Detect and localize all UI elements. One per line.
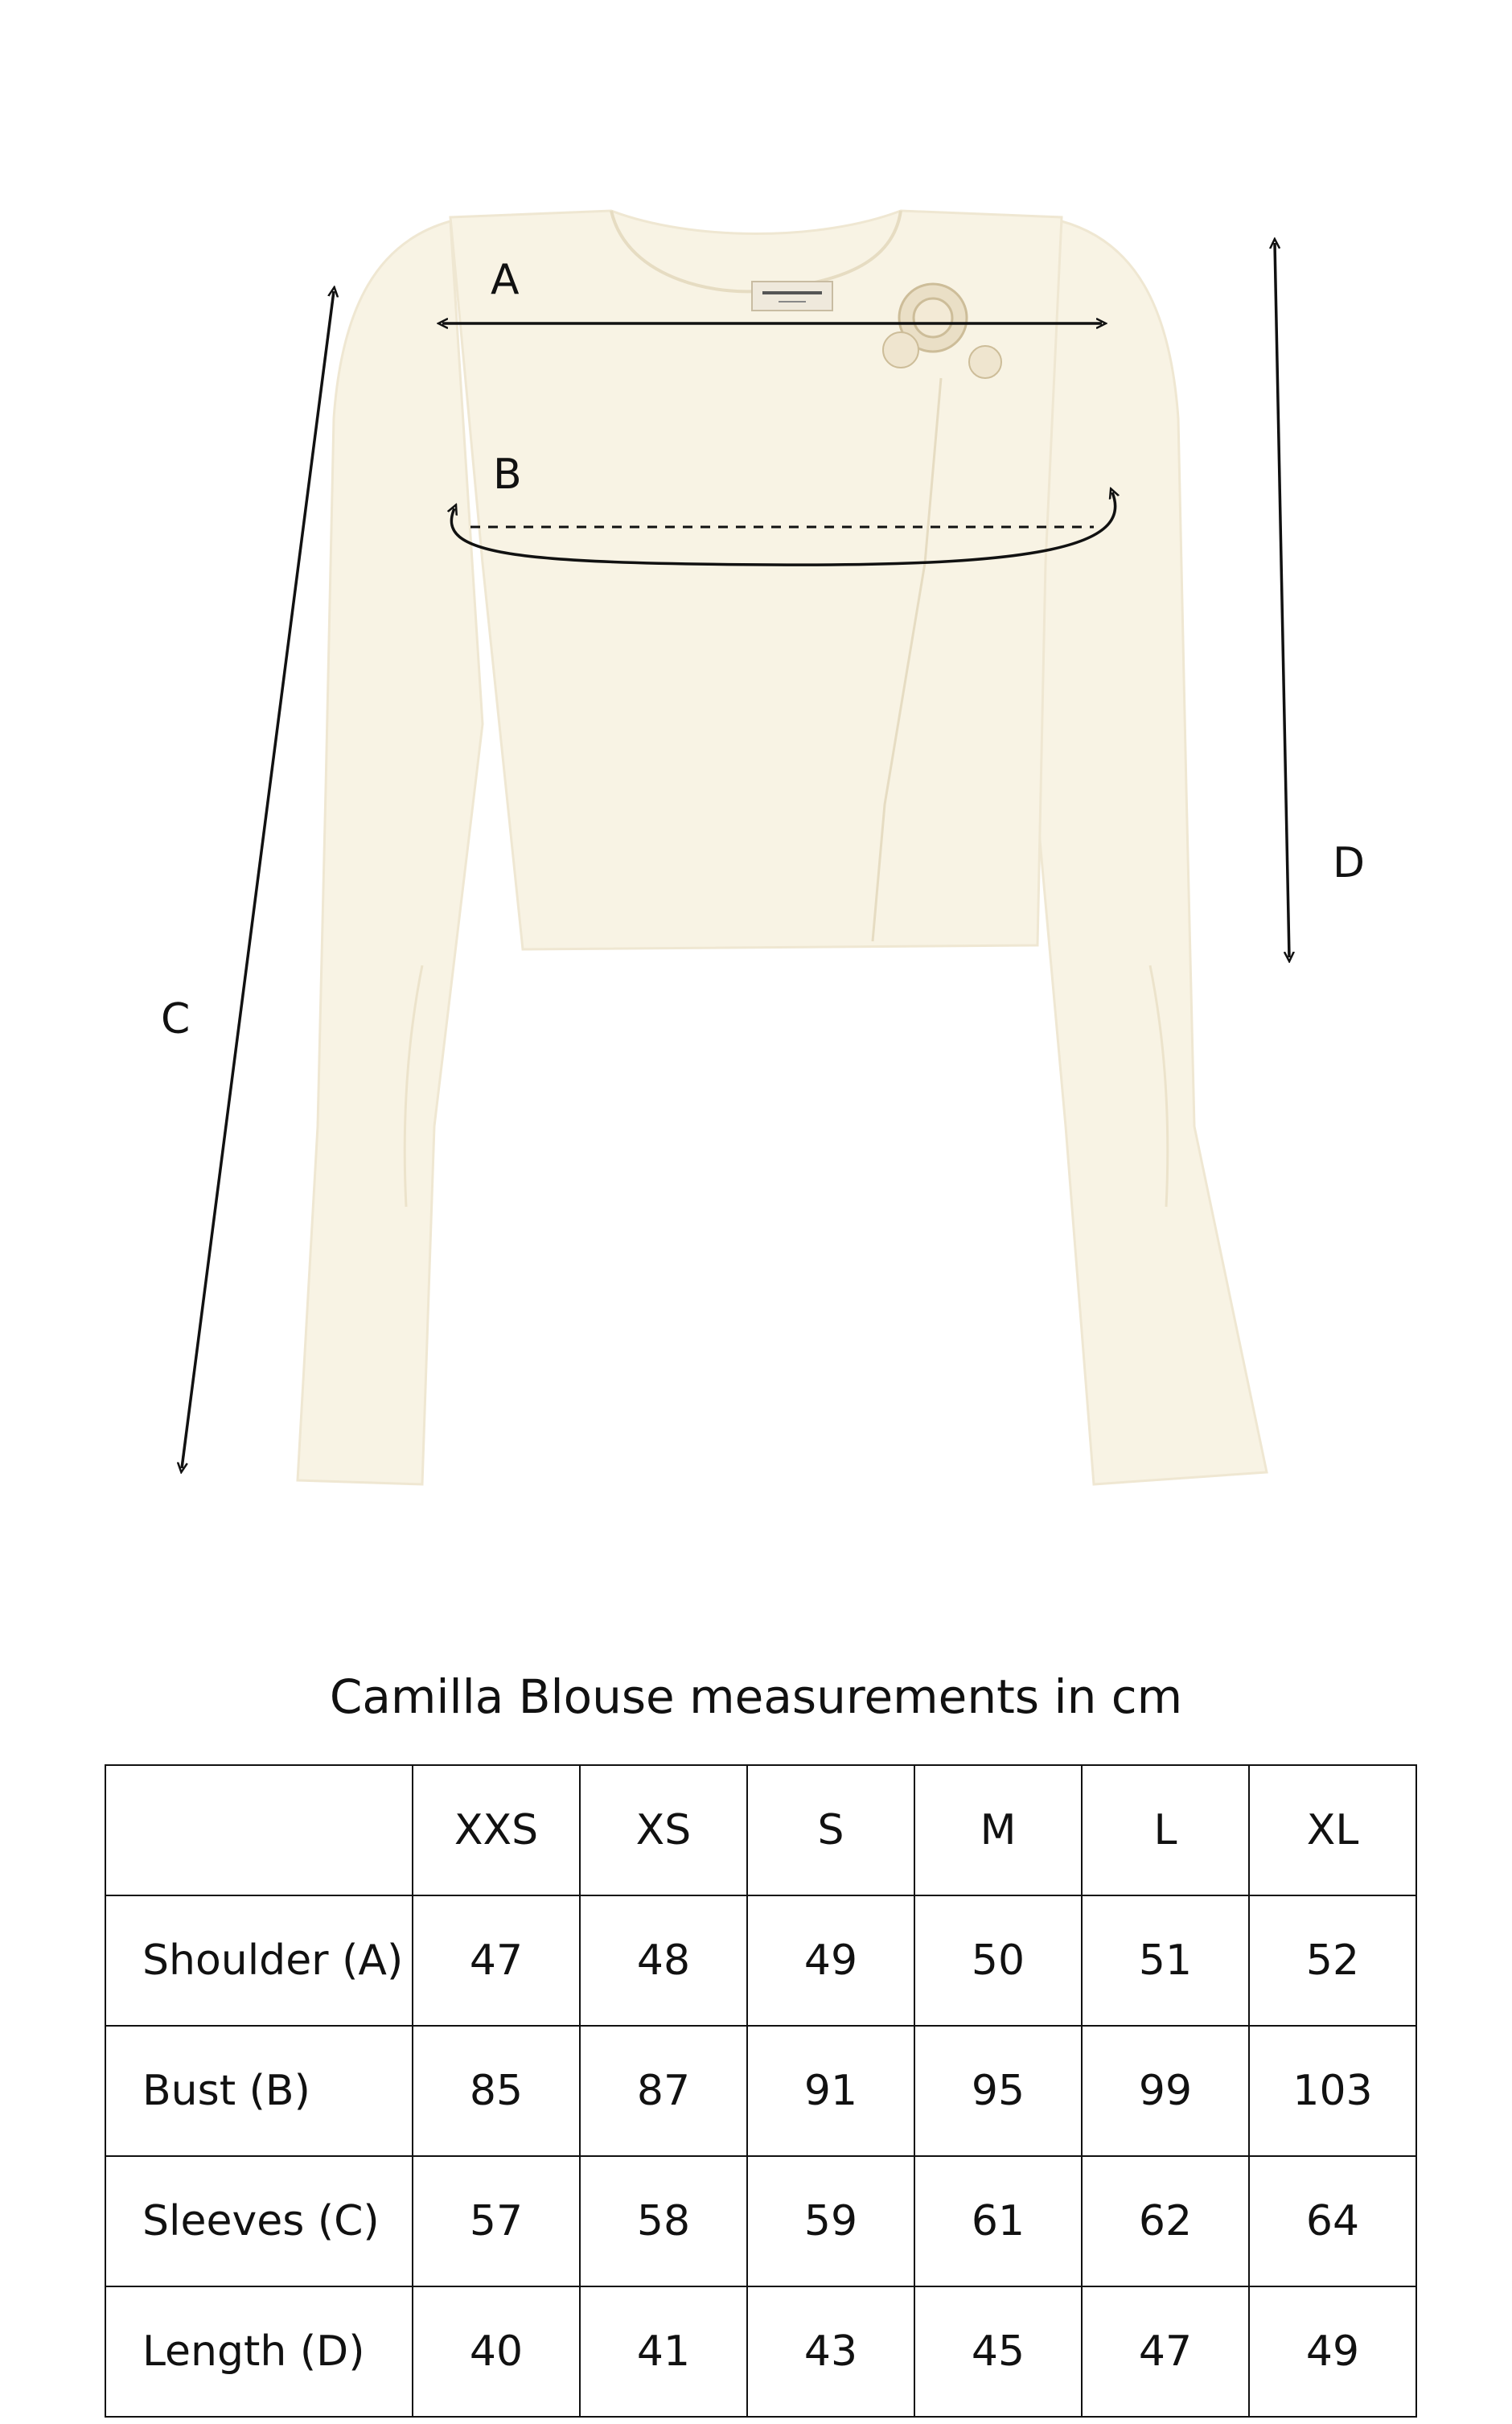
table-cell: 58 xyxy=(580,2156,747,2286)
table-cell: 41 xyxy=(580,2286,747,2417)
table-cell: 49 xyxy=(1249,2286,1416,2417)
right-sleeve xyxy=(1029,221,1267,1484)
row-label: Bust (B) xyxy=(105,2026,413,2156)
blouse-illustration xyxy=(298,211,1267,1484)
table-cell: 52 xyxy=(1249,1895,1416,2026)
size-header-l: L xyxy=(1082,1765,1249,1895)
table-title: Camilla Blouse measurements in cm xyxy=(329,1669,1183,1724)
table-cell: 62 xyxy=(1082,2156,1249,2286)
table-cell: 49 xyxy=(747,1895,914,2026)
table-header-row xyxy=(105,1765,1416,1895)
table-cell: 87 xyxy=(580,2026,747,2156)
row-label: Length (D) xyxy=(105,2286,413,2417)
size-header-xs: XS xyxy=(580,1765,747,1895)
table-cell: 50 xyxy=(914,1895,1082,2026)
length-measurement-arrow xyxy=(1275,243,1289,957)
table-cell: 43 xyxy=(747,2286,914,2417)
size-header-xxs: XXS xyxy=(413,1765,580,1895)
table-cell: 61 xyxy=(914,2156,1082,2286)
table-cell: 47 xyxy=(413,1895,580,2026)
table-cell: 85 xyxy=(413,2026,580,2156)
size-header-s: S xyxy=(747,1765,914,1895)
size-measurement-table xyxy=(105,1764,1417,2418)
measurement-label-a: A xyxy=(491,256,520,304)
table-cell: 95 xyxy=(914,2026,1082,2156)
row-label: Shoulder (A) xyxy=(105,1895,413,2026)
table-cell: 64 xyxy=(1249,2156,1416,2286)
table-cell: 91 xyxy=(747,2026,914,2156)
table-cell: 48 xyxy=(580,1895,747,2026)
size-header-m: M xyxy=(914,1765,1082,1895)
table-cell: 40 xyxy=(413,2286,580,2417)
table-row xyxy=(105,2286,1416,2417)
blouse-torso xyxy=(450,211,1062,949)
table-cell: 47 xyxy=(1082,2286,1249,2417)
table-cell: 59 xyxy=(747,2156,914,2286)
left-sleeve xyxy=(298,221,483,1484)
table-cell: 99 xyxy=(1082,2026,1249,2156)
table-corner-cell xyxy=(105,1765,413,1895)
measurement-label-d: D xyxy=(1333,839,1366,887)
brand-label-tag xyxy=(752,282,832,311)
size-header-xl: XL xyxy=(1249,1765,1416,1895)
table-cell: 51 xyxy=(1082,1895,1249,2026)
measurement-label-c: C xyxy=(161,995,191,1043)
measurement-label-b: B xyxy=(493,451,522,499)
table-row xyxy=(105,2026,1416,2156)
table-cell: 57 xyxy=(413,2156,580,2286)
row-label: Sleeves (C) xyxy=(105,2156,413,2286)
table-row xyxy=(105,2156,1416,2286)
table-cell: 45 xyxy=(914,2286,1082,2417)
table-row xyxy=(105,1895,1416,2026)
table-cell: 103 xyxy=(1249,2026,1416,2156)
